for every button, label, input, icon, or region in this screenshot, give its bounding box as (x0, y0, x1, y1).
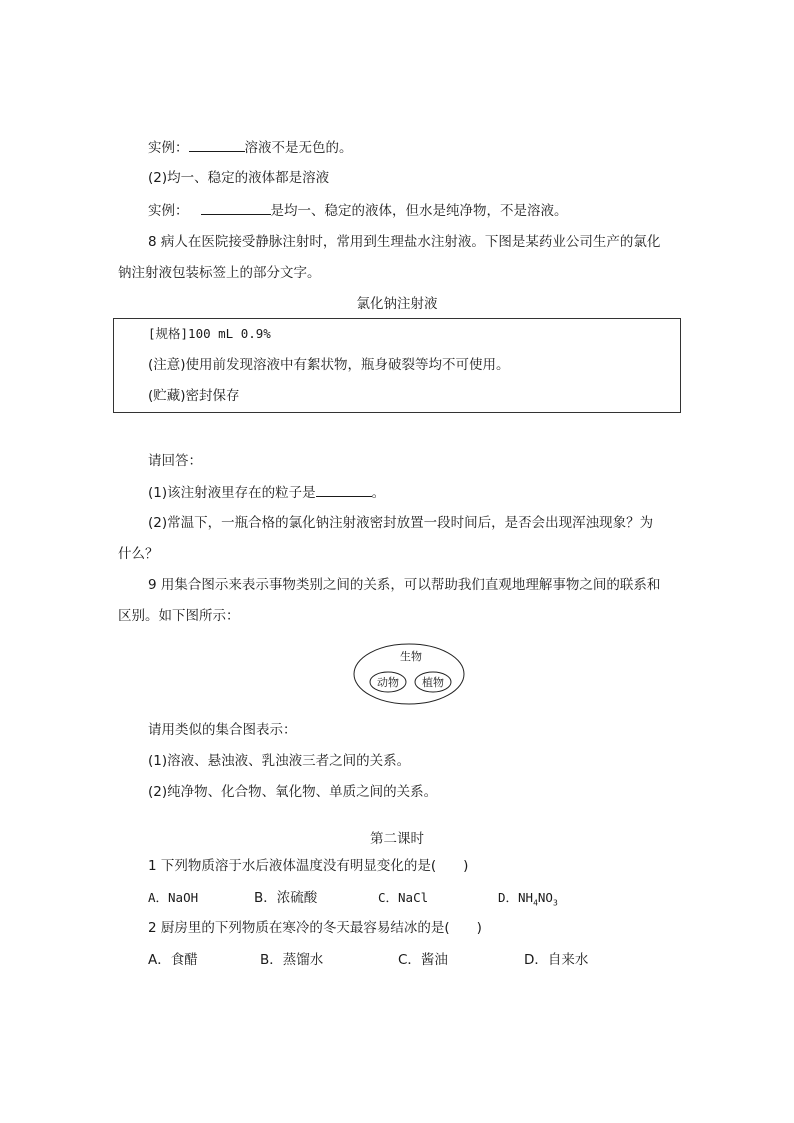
option-b[interactable]: B．浓硫酸 (254, 890, 318, 906)
question-8-prompt: 请回答： (148, 453, 202, 469)
question-8-sub-1 (148, 482, 385, 503)
question-9-prompt: 请用类似的集合图表示： (148, 722, 297, 738)
section-2-question-2-stem: 2 厨房里的下列物质在寒冷的冬天最容易结冰的是( ) (148, 920, 482, 936)
question-8-sub-2-line-1: (2)常温下，一瓶合格的氯化钠注射液密封放置一段时间后，是否会出现浑浊现象？为 (148, 515, 654, 531)
sub-question-text: (1)该注射液里存在的粒子是 (148, 485, 316, 501)
label-storage: (贮藏)密封保存 (148, 388, 240, 404)
example-line-1 (148, 137, 353, 158)
label-note: (注意)使用前发现溶液中有絮状物，瓶身破裂等均不可使用。 (148, 357, 510, 373)
answer-blank[interactable] (316, 482, 372, 497)
answer-blank[interactable] (201, 200, 271, 215)
subscript: 3 (552, 898, 558, 908)
section-title: 第二课时 (370, 831, 424, 847)
question-8-sub-2-line-2: 什么？ (118, 546, 159, 562)
example-text: 溶液不是无色的。 (244, 140, 353, 156)
option-c[interactable]: C．酱油 (398, 952, 448, 968)
option-c[interactable]: C．NaCl (378, 890, 429, 905)
claim-2: (2)均一、稳定的液体都是溶液 (148, 170, 330, 186)
question-8-stem-line-1: 8 病人在医院接受静脉注射时，常用到生理盐水注射液。下图是某药业公司生产的氯化 (148, 234, 661, 250)
option-d-prefix: D．NH (498, 890, 534, 905)
sub-question-end: 。 (371, 485, 386, 501)
question-9-sub-2: (2)纯净物、化合物、氧化物、单质之间的关系。 (148, 784, 438, 800)
example-prefix: 实例： (148, 203, 189, 219)
example-prefix: 实例： (148, 140, 189, 156)
option-d-mid: NO (537, 890, 553, 905)
option-a[interactable]: A．NaOH (148, 890, 199, 905)
right-set-label: 植物 (422, 676, 444, 689)
outer-set-label: 生物 (400, 650, 422, 663)
option-b[interactable]: B．蒸馏水 (260, 952, 324, 968)
example-line-2 (148, 200, 568, 221)
label-title: 氯化钠注射液 (356, 296, 438, 312)
option-d[interactable]: D．自来水 (524, 952, 589, 968)
set-diagram (350, 640, 468, 708)
question-9-stem-line-1: 9 用集合图示来表示事物类别之间的关系，可以帮助我们直观地理解事物之间的联系和 (148, 577, 661, 593)
question-8-stem-line-2: 钠注射液包装标签上的部分文字。 (118, 265, 321, 281)
option-a[interactable]: A．食醋 (148, 952, 198, 968)
question-9-sub-1: (1)溶液、悬浊液、乳浊液三者之间的关系。 (148, 753, 411, 769)
answer-blank[interactable] (189, 137, 245, 152)
subscript: 4 (533, 898, 538, 908)
label-spec: [规格]100 mL 0.9% (148, 326, 271, 341)
question-9-stem-line-2: 区别。如下图所示： (118, 608, 240, 624)
option-d[interactable] (498, 888, 558, 914)
section-2-question-1-stem: 1 下列物质溶于水后液体温度没有明显变化的是( ) (148, 858, 469, 874)
left-set-label: 动物 (377, 676, 399, 689)
example-text: 是均一、稳定的液体，但水是纯净物，不是溶液。 (270, 203, 568, 219)
